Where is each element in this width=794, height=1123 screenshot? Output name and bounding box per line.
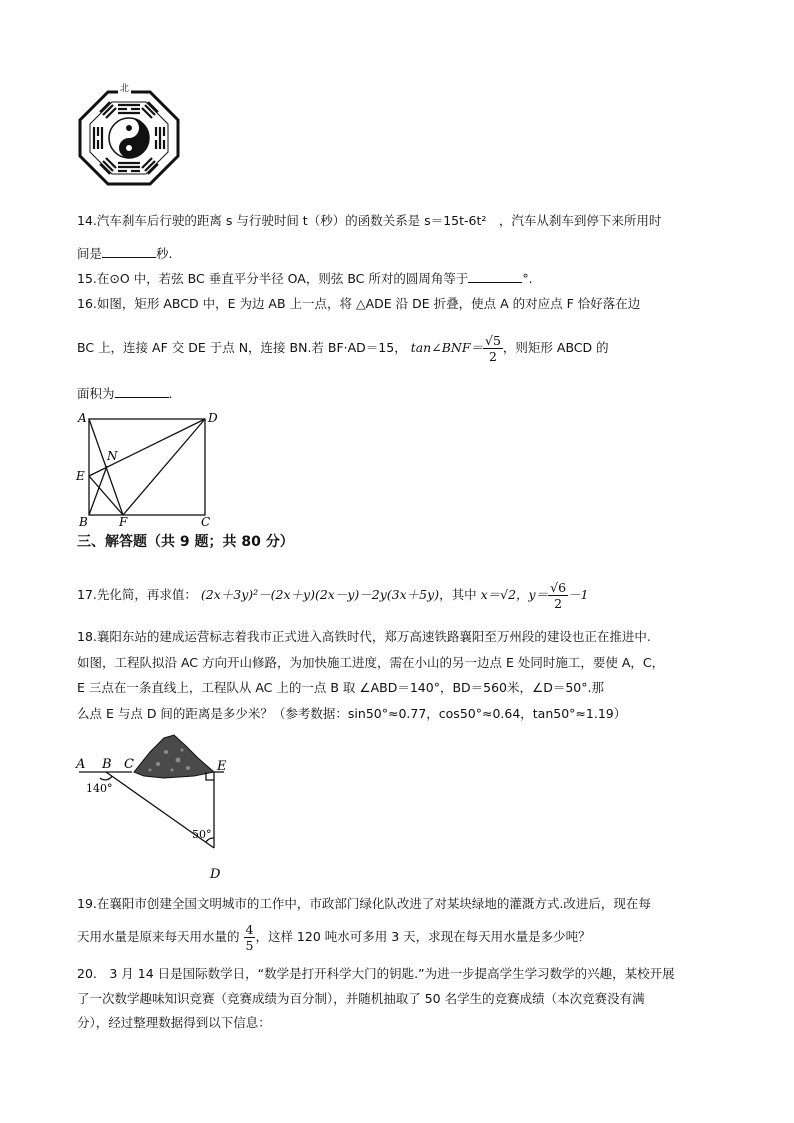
question-15-text-a: 15.在⊙O 中，若弦 BC 垂直平分半径 OA，则弦 BC 所对的圆周角等于	[77, 271, 469, 286]
question-18-line-3: E 三点在一条直线上，工程队从 AC 上的一点 B 取 ∠ABD＝140°，BD＝560米，∠D＝50°.那	[77, 680, 604, 695]
answer-blank-16	[115, 385, 169, 398]
question-17-text-b: ，其中	[439, 587, 477, 602]
fraction-numerator: 4	[245, 922, 254, 937]
bagua-drawing	[74, 82, 184, 192]
question-17-expression: (2x＋3y)²－(2x＋y)(2x－y)－2y(3x＋5y)	[200, 587, 440, 602]
fraction-denominator: 2	[554, 596, 563, 611]
question-16-text-c: 面积为	[77, 386, 115, 401]
point-label-n: N	[107, 449, 118, 463]
point-label-d: D	[210, 867, 221, 882]
question-16-text-a: BC 上，连接 AF 交 DE 于点 N，连接 BN.若 BF·AD＝15，	[77, 340, 407, 355]
question-15-text-b: °.	[522, 271, 533, 286]
question-18-line-4: 么点 E 与点 D 间的距离是多少米？（参考数据：sin50°≈0.77，cos50°≈0.64，tan50°≈1.19）	[77, 706, 627, 721]
point-label-b: B	[79, 515, 88, 528]
point-label-f: F	[119, 515, 128, 528]
question-19-text-b: ，这样 120 吨水可多用 3 天，求现在每天用水量是多少吨？	[255, 929, 591, 944]
mountain-figure	[74, 730, 244, 885]
question-16-text-b: ，则矩形 ABCD 的	[502, 340, 609, 355]
point-label-b: B	[102, 757, 112, 772]
rectangle-figure	[70, 408, 230, 528]
question-20-line-3: 分），经过整理数据得到以下信息：	[77, 1015, 271, 1030]
section-3-title: 三、解答题（共 9 题；共 80 分）	[77, 534, 294, 550]
point-label-e: E	[76, 469, 85, 483]
angle-label-140: 140°	[86, 782, 113, 795]
bagua-figure	[74, 82, 184, 192]
question-18-line-1: 18.襄阳东站的建成运营标志着我市正式进入高铁时代，郑万高速铁路襄阳至万州段的建设也正在推进中.	[77, 629, 651, 644]
point-label-c: C	[124, 757, 134, 772]
question-16-line-2	[77, 333, 609, 364]
question-14-text-a: 间是	[77, 246, 103, 261]
point-label-a: A	[76, 757, 86, 772]
question-20-line-2: 了一次数学趣味知识竞赛（竞赛成绩为百分制），并随机抽取了 50 名学生的竞赛成绩（本次竞赛没有满	[77, 991, 645, 1006]
question-19-line-2	[77, 922, 591, 953]
fraction-root6-over-2	[548, 580, 568, 611]
fraction-denominator: 5	[245, 938, 254, 953]
question-18-line-2: 如图，工程队拟沿 AC 方向开山修路，为加快施工进度，需在小山的另一边点 E 处同时施工，要使 A，C，	[77, 655, 665, 670]
question-20-line-1: 20. 3 月 14 日是国际数学日，“数学是打开科学大门的钥匙.”为进一步提高学生学习数学的兴趣，某校开展	[77, 966, 675, 981]
question-17	[77, 580, 588, 611]
question-15	[77, 270, 533, 288]
point-label-c: C	[201, 515, 211, 528]
question-19-line-1: 19.在襄阳市创建全国文明城市的工作中，市政部门绿化队改进了对某块绿地的灌溉方式.改进后，现在每	[77, 896, 651, 911]
fraction-denominator: 2	[488, 349, 497, 364]
question-17-text-a: 17.先化简，再求值：	[77, 587, 197, 602]
question-14-line-1: 14.汽车刹车后行驶的距离 s 与行驶时间 t（秒）的函数关系是 s＝15t-6t² ，汽车从刹车到停下来所用时	[77, 213, 662, 228]
question-16-line-3	[77, 385, 173, 403]
fraction-numerator: √6	[550, 580, 567, 595]
point-label-d: D	[208, 411, 218, 425]
question-14-text-b: 秒.	[156, 246, 173, 261]
tan-bnf: tan∠BNF＝	[410, 340, 483, 355]
question-17-condition-a: x＝√2，y＝	[480, 587, 549, 602]
question-14-line-2	[77, 245, 173, 263]
question-16-text-d: .	[168, 386, 173, 401]
question-17-condition-b: －1	[568, 587, 589, 602]
bagua-north-label: 北	[118, 81, 131, 94]
fraction-root5-over-2	[483, 333, 503, 364]
answer-blank-14	[102, 245, 156, 258]
question-16-line-1: 16.如图，矩形 ABCD 中，E 为边 AB 上一点，将 △ADE 沿 DE 折叠，使点 A 的对应点 F 恰好落在边	[77, 296, 641, 311]
fraction-numerator: √5	[485, 333, 501, 348]
answer-blank-15	[468, 270, 522, 283]
point-label-e: E	[217, 759, 227, 774]
fraction-4-over-5	[244, 922, 256, 953]
point-label-a: A	[78, 411, 87, 425]
angle-label-50: 50°	[192, 828, 212, 841]
question-19-text-a: 天用水量是原来每天用水量的	[77, 929, 240, 944]
